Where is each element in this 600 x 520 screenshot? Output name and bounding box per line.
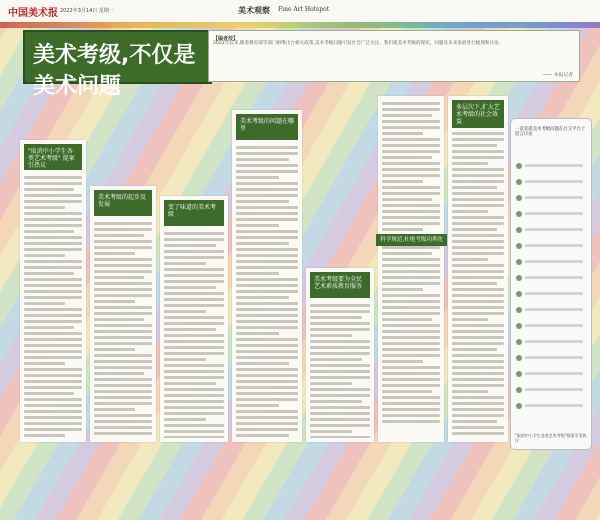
column-heading-pill: 科学规范,杜绝考级功利化 xyxy=(376,234,447,246)
column-heading: 美术考级的问题在哪里 xyxy=(236,114,298,140)
article-column-6 xyxy=(378,96,444,442)
lead-label: 【编者按】 xyxy=(213,36,239,42)
phone-title: 一读者就美术考级问题在社交平台上留言讨论 xyxy=(515,127,586,137)
article-column-3 xyxy=(160,196,228,442)
column-heading: 美术考级要为全民艺术素质教育服务 xyxy=(310,272,370,298)
comment-item xyxy=(516,289,586,299)
section-title-en: Fine Art Hotspot xyxy=(278,6,330,13)
masthead: 中国美术报 xyxy=(8,8,58,19)
byline: —— 本报记者 xyxy=(542,73,573,78)
color-strip xyxy=(0,22,600,28)
comment-item xyxy=(516,305,586,315)
comment-item xyxy=(516,369,586,379)
article-column-4 xyxy=(232,110,302,442)
comment-item xyxy=(516,193,586,203)
article-column-1 xyxy=(20,140,86,442)
section-title: 美术观察 xyxy=(238,5,270,15)
article-body xyxy=(94,222,152,438)
comment-item xyxy=(516,225,586,235)
phone-screenshot xyxy=(510,118,592,450)
comment-item xyxy=(516,385,586,395)
comment-item xyxy=(516,273,586,283)
comment-item xyxy=(516,257,586,267)
article-column-2 xyxy=(90,186,156,442)
comment-item xyxy=(516,401,586,411)
comment-item xyxy=(516,241,586,251)
phone-caption: "取消中小学生各类艺术考级"提案引发热议 xyxy=(515,433,587,443)
column-heading: "取消中小学生各类艺术考级" 提案引热议 xyxy=(24,144,82,170)
comment-item xyxy=(516,337,586,347)
article-body xyxy=(236,146,298,438)
comment-item xyxy=(516,177,586,187)
comment-item xyxy=(516,161,586,171)
article-column-7 xyxy=(448,96,508,442)
issue-info: 2022年3月14日 星期一 xyxy=(60,8,114,14)
comment-item xyxy=(516,321,586,331)
article-column-5 xyxy=(306,268,374,442)
comment-item xyxy=(516,209,586,219)
page-headline: 美术考级,不仅是美术问题 xyxy=(33,43,196,99)
column-heading: 变了味道的美术考级 xyxy=(164,200,224,226)
headline-banner xyxy=(23,30,212,99)
newspaper-header xyxy=(0,0,600,23)
column-heading: 多层次下,扩大艺术考级的社会效益 xyxy=(452,100,504,128)
comment-item xyxy=(516,353,586,363)
article-body xyxy=(382,102,440,438)
column-heading: 美术考级的起步及发展 xyxy=(94,190,152,216)
lead-text: 2021年以来,随着教育部等部门相继出台相关政策,美术考级问题引发社会广泛关注。我们就美术考级的现状、问题及未来发展进行梳理和讨论。 xyxy=(213,41,504,46)
article-body xyxy=(452,132,504,438)
lead-box xyxy=(208,30,580,82)
article-body xyxy=(164,232,224,438)
article-body xyxy=(310,304,370,438)
article-body xyxy=(24,176,82,438)
